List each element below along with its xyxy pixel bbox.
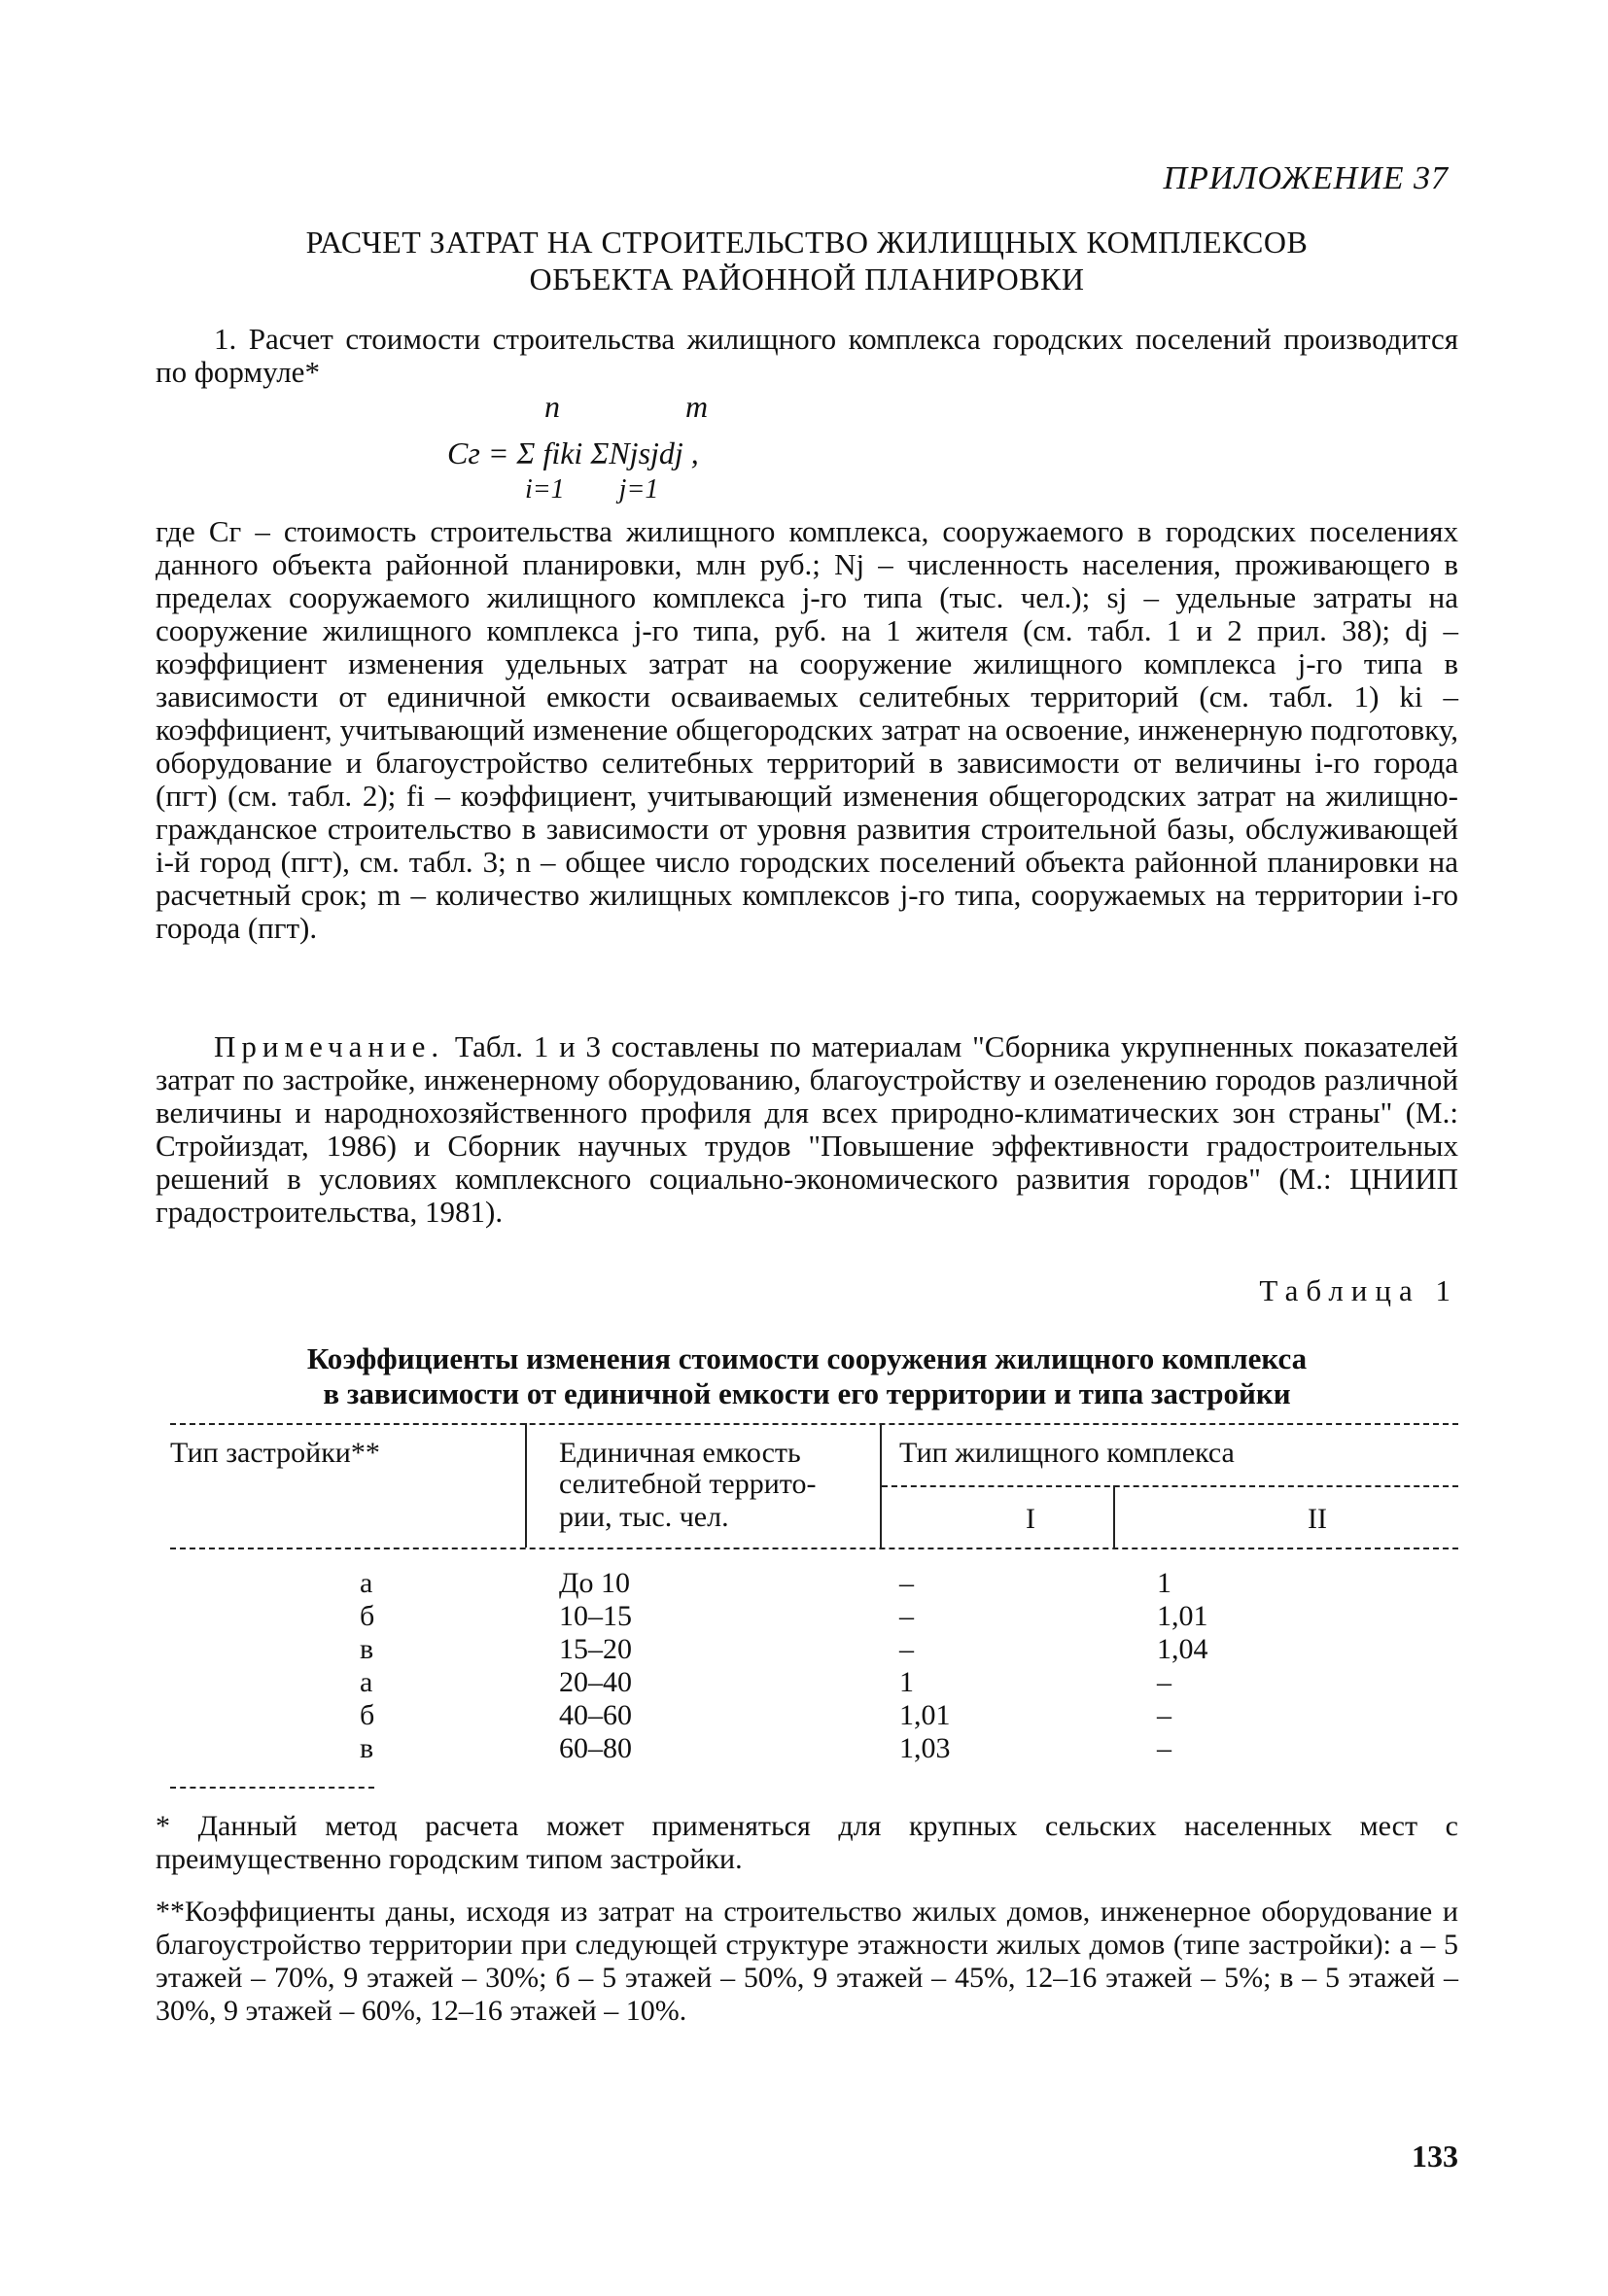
page-number: 133: [1412, 2139, 1458, 2174]
cell-type-I: 1,01: [899, 1699, 951, 1731]
cell-type-I: –: [899, 1600, 914, 1632]
appendix-heading: ПРИЛОЖЕНИЕ 37: [1163, 160, 1449, 196]
page-title: [156, 224, 1458, 297]
col-header-capacity-2: селитебной террито-: [559, 1468, 817, 1500]
definitions-paragraph: где Cг – стоимость строительства жилищного комплекса, сооружаемого в городских поселениях данного объекта районной планировки, млн руб.; Nj – численность населения, проживающего в пределах сооружаемого жилищного комплекса j-го типа (тыс. чел.); sj – удельные затраты на сооружение жилищного комплекса j-го типа, руб. на 1 жителя (см. табл. 1 и 2 прил. 38); dj – коэффициент изменения удельных затрат на сооружение жилищного комплекса j-го типа в зависимости от единичной емкости осваиваемых селитебных территорий (см. табл. 1) ki – коэффициент, учитывающий изменение общегородских затрат на освоение, инженерную подготовку, оборудование и благоустройство селитебных территорий в зависимости от величины i-го города (пгт) (см. табл. 2); fi – коэффициент, учитывающий изменения общегородских затрат на жилищно-гражданское строительство в зависимости от уровня развития строительной базы, обслуживающей i-й город (пгт), см. табл. 3; n – общее число городских поселений объекта районной планировки на расчетный срок; m – количество жилищных комплексов j-го типа, сооружаемых на территории i-го города (пгт).: [156, 514, 1458, 945]
cell-type-II: –: [1157, 1732, 1171, 1764]
cell-type-I: –: [899, 1567, 914, 1599]
col-header-type-II: II: [1308, 1503, 1327, 1535]
col-header-type-I: I: [1026, 1503, 1035, 1535]
cell-type: в: [360, 1633, 374, 1665]
table-subheader-rule: [882, 1485, 1458, 1487]
table-title: [156, 1341, 1458, 1411]
formula-lower-limits: i=1 j=1: [525, 474, 659, 504]
title-line-2: ОБЪЕКТА РАЙОННОЙ ПЛАНИРОВКИ: [529, 261, 1085, 296]
table-col-divider-1: [525, 1423, 527, 1548]
note-text: Табл. 1 и 3 составлены по материалам "Сборника укрупненных показателей затрат по застройке, инженерному оборудованию, благоустройству и озеленению городов различной величины и народнохозяйственного профиля для всех природно-климатических зон страны" (М.: Стройиздат, 1986) и Сборник научных трудов "Повышение эффективности градостроительных решений в условиях комплексного социально-экономического развития городов" (М.: ЦНИИП градостроительства, 1981).: [156, 1029, 1459, 1229]
cell-capacity: 20–40: [559, 1666, 632, 1698]
cell-type-II: 1,01: [1157, 1600, 1208, 1632]
cell-type-I: –: [899, 1633, 914, 1665]
footnote-1: * Данный метод расчета может применяться для крупных сельских населенных мест с преимущественно городским типом застройки.: [156, 1810, 1458, 1875]
cell-type: б: [360, 1699, 375, 1731]
table-label: Таблица 1: [1259, 1273, 1458, 1307]
col-header-type: Тип застройки**: [170, 1437, 380, 1469]
note-label: Примечание.: [214, 1029, 445, 1063]
formula-upper-m: m: [685, 389, 709, 424]
cell-type-I: 1: [899, 1666, 914, 1698]
cell-type-I: 1,03: [899, 1732, 951, 1764]
col-header-complex-type: Тип жилищного комплекса: [899, 1437, 1235, 1469]
cell-type: а: [360, 1666, 373, 1698]
col-header-capacity-3: рии, тыс. чел.: [559, 1501, 729, 1533]
title-line-1: РАСЧЕТ ЗАТРАТ НА СТРОИТЕЛЬСТВО ЖИЛИЩНЫХ КОМПЛЕКСОВ: [305, 225, 1309, 260]
table-subcol-divider: [1113, 1485, 1115, 1548]
formula-upper-n: n: [544, 389, 560, 424]
footnote-separator: [170, 1787, 374, 1789]
table-title-line-2: в зависимости от единичной емкости его территории и типа застройки: [323, 1376, 1291, 1410]
cell-type: б: [360, 1600, 375, 1632]
cell-capacity: 10–15: [559, 1600, 632, 1632]
cell-type-II: 1,04: [1157, 1633, 1208, 1665]
cell-type-II: –: [1157, 1699, 1171, 1731]
cell-capacity: 60–80: [559, 1732, 632, 1764]
cell-type: в: [360, 1732, 374, 1764]
cell-capacity: До 10: [559, 1567, 630, 1599]
formula-main: Cг = Σ fiki ΣNjsjdj ,: [447, 435, 699, 470]
cell-capacity: 40–60: [559, 1699, 632, 1731]
intro-paragraph: 1. Расчет стоимости строительства жилищного комплекса городских поселений производится по формуле*: [156, 322, 1458, 389]
table-top-rule: [170, 1423, 1458, 1425]
table-header-bottom-rule: [170, 1548, 1458, 1549]
coefficients-table: [170, 1423, 1458, 1763]
cost-formula: [428, 389, 1108, 515]
footnote-2: **Коэффициенты даны, исходя из затрат на строительство жилых домов, инженерное оборудование и благоустройство территории при следующей структуре этажности жилых домов (типе застройки): а – 5 этажей – 70%, 9 этажей – 30%; б – 5 этажей – 50%, 9 этажей – 45%, 12–16 этажей – 5%; в – 5 этажей – 30%, 9 этажей – 60%, 12–16 этажей – 10%.: [156, 1896, 1458, 2027]
cell-type-II: 1: [1157, 1567, 1171, 1599]
col-header-capacity-1: Единичная емкость: [559, 1437, 801, 1469]
cell-type: а: [360, 1567, 373, 1599]
cell-type-II: –: [1157, 1666, 1171, 1698]
note-paragraph: [156, 1030, 1458, 1229]
cell-capacity: 15–20: [559, 1633, 632, 1665]
table-title-line-1: Коэффициенты изменения стоимости сооружения жилищного комплекса: [306, 1341, 1308, 1375]
